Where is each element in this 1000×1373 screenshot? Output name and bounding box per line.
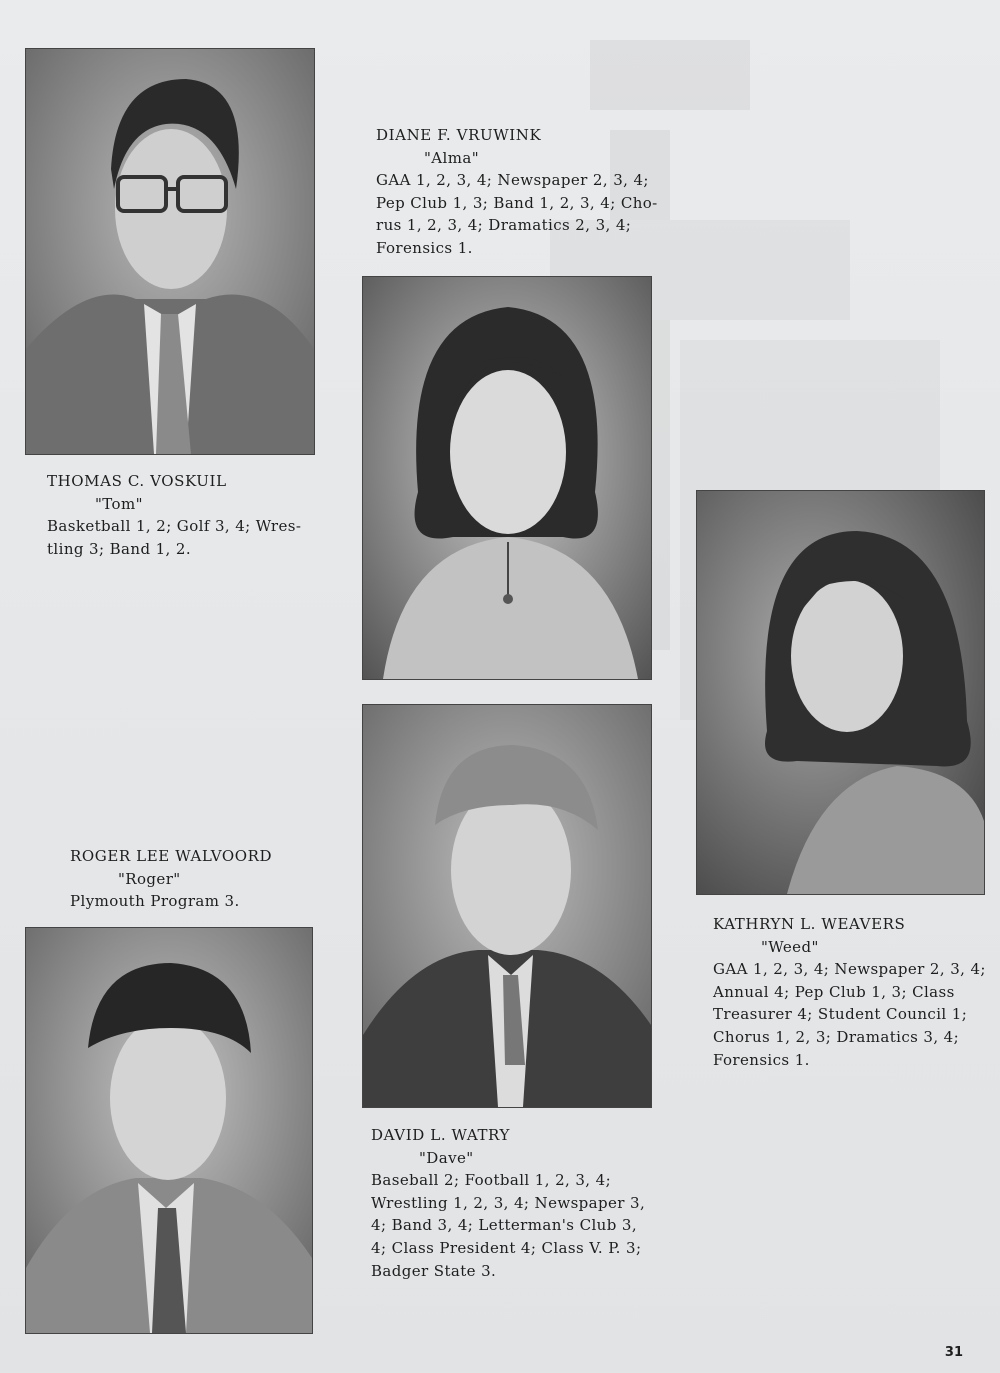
activity-line: GAA 1, 2, 3, 4; Newspaper 2, 3, 4;	[713, 960, 986, 979]
entry-roger	[70, 845, 300, 913]
activity-line: 4; Class President 4; Class V. P. 3;	[371, 1238, 642, 1257]
student-nickname: "Alma"	[424, 148, 479, 167]
activity-line: Pep Club 1, 3; Band 1, 2, 3, 4; Cho-	[376, 193, 658, 212]
student-name: ROGER LEE WALVOORD	[70, 847, 273, 865]
activity-line: Basketball 1, 2; Golf 3, 4; Wres-	[47, 517, 302, 536]
portrait-photo-david	[362, 704, 652, 1108]
activity-line: Baseball 2; Football 1, 2, 3, 4;	[371, 1171, 612, 1190]
entry-david	[371, 1124, 661, 1282]
activity-line: Annual 4; Pep Club 1, 3; Class	[713, 982, 955, 1001]
activity-line: GAA 1, 2, 3, 4; Newspaper 2, 3, 4;	[376, 171, 649, 190]
portrait-photo-diane	[362, 276, 652, 680]
activity-line: tling 3; Band 1, 2.	[47, 539, 192, 558]
entry-kathryn	[713, 913, 993, 1071]
activity-line: Wrestling 1, 2, 3, 4; Newspaper 3,	[371, 1193, 646, 1212]
student-name: KATHRYN L. WEAVERS	[713, 915, 906, 933]
student-nickname: "Weed"	[761, 937, 819, 956]
entry-thomas	[47, 470, 307, 560]
page-number: 31	[944, 1345, 963, 1360]
student-nickname: "Roger"	[118, 869, 181, 888]
activity-line: Plymouth Program 3.	[70, 892, 240, 911]
activity-line: rus 1, 2, 3, 4; Dramatics 2, 3, 4;	[376, 216, 632, 235]
student-nickname: "Dave"	[419, 1148, 474, 1167]
entry-diane	[376, 124, 666, 260]
activity-line: Chorus 1, 2, 3; Dramatics 3, 4;	[713, 1027, 960, 1046]
student-name: THOMAS C. VOSKUIL	[47, 472, 227, 490]
portrait-photo-thomas	[25, 48, 315, 455]
activity-line: 4; Band 3, 4; Letterman's Club 3,	[371, 1216, 637, 1235]
activity-line: Forensics 1.	[376, 238, 473, 257]
portrait-photo-kathryn	[696, 490, 985, 895]
portrait-photo-roger	[25, 927, 313, 1334]
student-nickname: "Tom"	[95, 494, 143, 513]
activity-line: Forensics 1.	[713, 1050, 810, 1069]
student-name: DAVID L. WATRY	[371, 1126, 510, 1144]
activity-line: Badger State 3.	[371, 1261, 497, 1280]
student-name: DIANE F. VRUWINK	[376, 126, 542, 144]
activity-line: Treasurer 4; Student Council 1;	[713, 1005, 968, 1024]
